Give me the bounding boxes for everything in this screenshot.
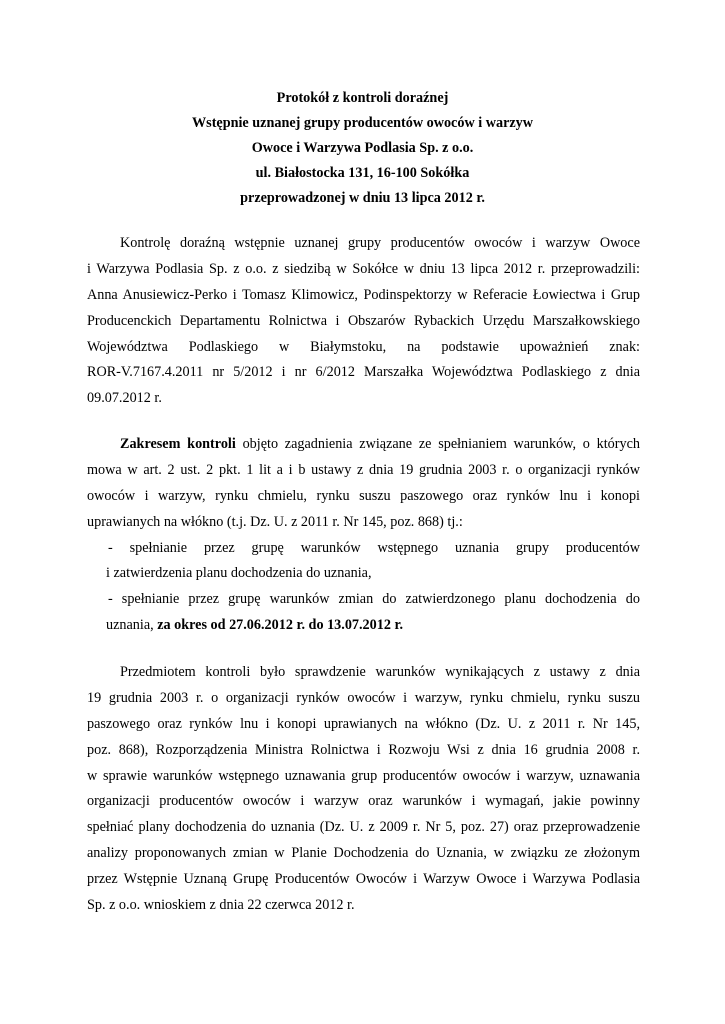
list-item-continuation: uznania, za okres od 27.06.2012 r. do 13.07.2012 r. [106,617,404,634]
paragraph-line: Anna Anusiewicz-Perko i Tomasz Klimowicz, Podinspektorzy w Referacie Łowiectwa i Grup [87,286,640,303]
paragraph-subject [87,660,640,919]
paragraph-line: w sprawie warunków wstępnego uznawania grup producentów owoców i warzyw, uznawania [87,767,640,784]
paragraph-line: Sp. z o.o. wnioskiem z dnia 22 czerwca 2012 r. [87,897,355,914]
paragraph-line: organizacji producentów owoców i warzyw oraz warunków i wymagań, jakie powinny [87,793,640,810]
header-date: przeprowadzonej w dniu 13 lipca 2012 r. [240,190,485,206]
paragraph-line: 19 grudnia 2003 r. o organizacji rynków owoców i warzyw, rynku chmielu, rynku suszu [87,689,640,706]
paragraph-scope [87,432,640,639]
paragraph-line: paszowego oraz rynków lnu i konopi uprawianych na włókno (Dz. U. z 2011 r. Nr 145, [87,715,640,732]
header-address: ul. Białostocka 131, 16-100 Sokółka [255,165,470,181]
header-title: Protokół z kontroli doraźnej [276,90,449,106]
header-company: Owoce i Warzywa Podlasia Sp. z o.o. [251,140,474,156]
paragraph-line: owoców i warzyw, rynku chmielu, rynku suszu paszowego oraz rynków lnu i konopi [87,487,640,504]
paragraph-line: Producenckich Departamentu Rolnictwa i Obszarów Rybackich Urzędu Marszałkowskiego [87,312,640,329]
paragraph-line: Zakresem kontroli objęto zagadnienia związane ze spełnianiem warunków, o których [120,436,640,452]
inspection-period: za okres od 27.06.2012 r. do 13.07.2012 r. [157,617,404,634]
paragraph-line: przez Wstępnie Uznaną Grupę Producentów Owoców i Warzyw Owoce i Warzywa Podlasia [87,871,640,888]
document-header [0,86,725,211]
list-item: - spełnianie przez grupę warunków zmian do zatwierdzonego planu dochodzenia do [108,591,640,608]
paragraph-line: uprawianych na włókno (t.j. Dz. U. z 2011 r. Nr 145, poz. 868) tj.: [87,513,463,530]
scope-label: Zakresem kontroli [120,436,236,452]
list-item: - spełnianie przez grupę warunków wstępnego uznania grupy producentów [108,539,640,556]
paragraph-line: 09.07.2012 r. [87,390,162,407]
list-item-continuation: i zatwierdzenia planu dochodzenia do uznania, [106,565,372,582]
paragraph-line: poz. 868), Rozporządzenia Ministra Rolnictwa i Rozwoju Wsi z dnia 16 grudnia 2008 r. [87,741,640,758]
header-group-name: Wstępnie uznanej grupy producentów owoców i warzyw [191,115,534,131]
paragraph-line: spełniać plany dochodzenia do uznania (Dz. U. z 2009 r. Nr 5, poz. 27) oraz przeprowadzenie [87,819,640,836]
paragraph-line: mowa w art. 2 ust. 2 pkt. 1 lit a i b ustawy z dnia 19 grudnia 2003 r. o organizacji rynków [87,461,640,478]
paragraph-line: Województwa Podlaskiego w Białymstoku, na podstawie upoważnień znak: [87,338,640,355]
paragraph-line: Kontrolę doraźną wstępnie uznanej grupy producentów owoców i warzyw Owoce [120,235,640,251]
paragraph-line: ROR-V.7167.4.2011 nr 5/2012 i nr 6/2012 Marszałka Województwa Podlaskiego z dnia [87,364,640,381]
paragraph-line: i Warzywa Podlasia Sp. z o.o. z siedzibą w Sokółce w dniu 13 lipca 2012 r. przeprowadzili: [87,260,640,277]
paragraph-line: Przedmiotem kontroli było sprawdzenie warunków wynikających z ustawy z dnia [120,664,640,680]
paragraph-inspectors [87,231,640,412]
paragraph-line: analizy proponowanych zmian w Planie Dochodzenia do Uznania, w związku ze złożonym [87,845,640,862]
